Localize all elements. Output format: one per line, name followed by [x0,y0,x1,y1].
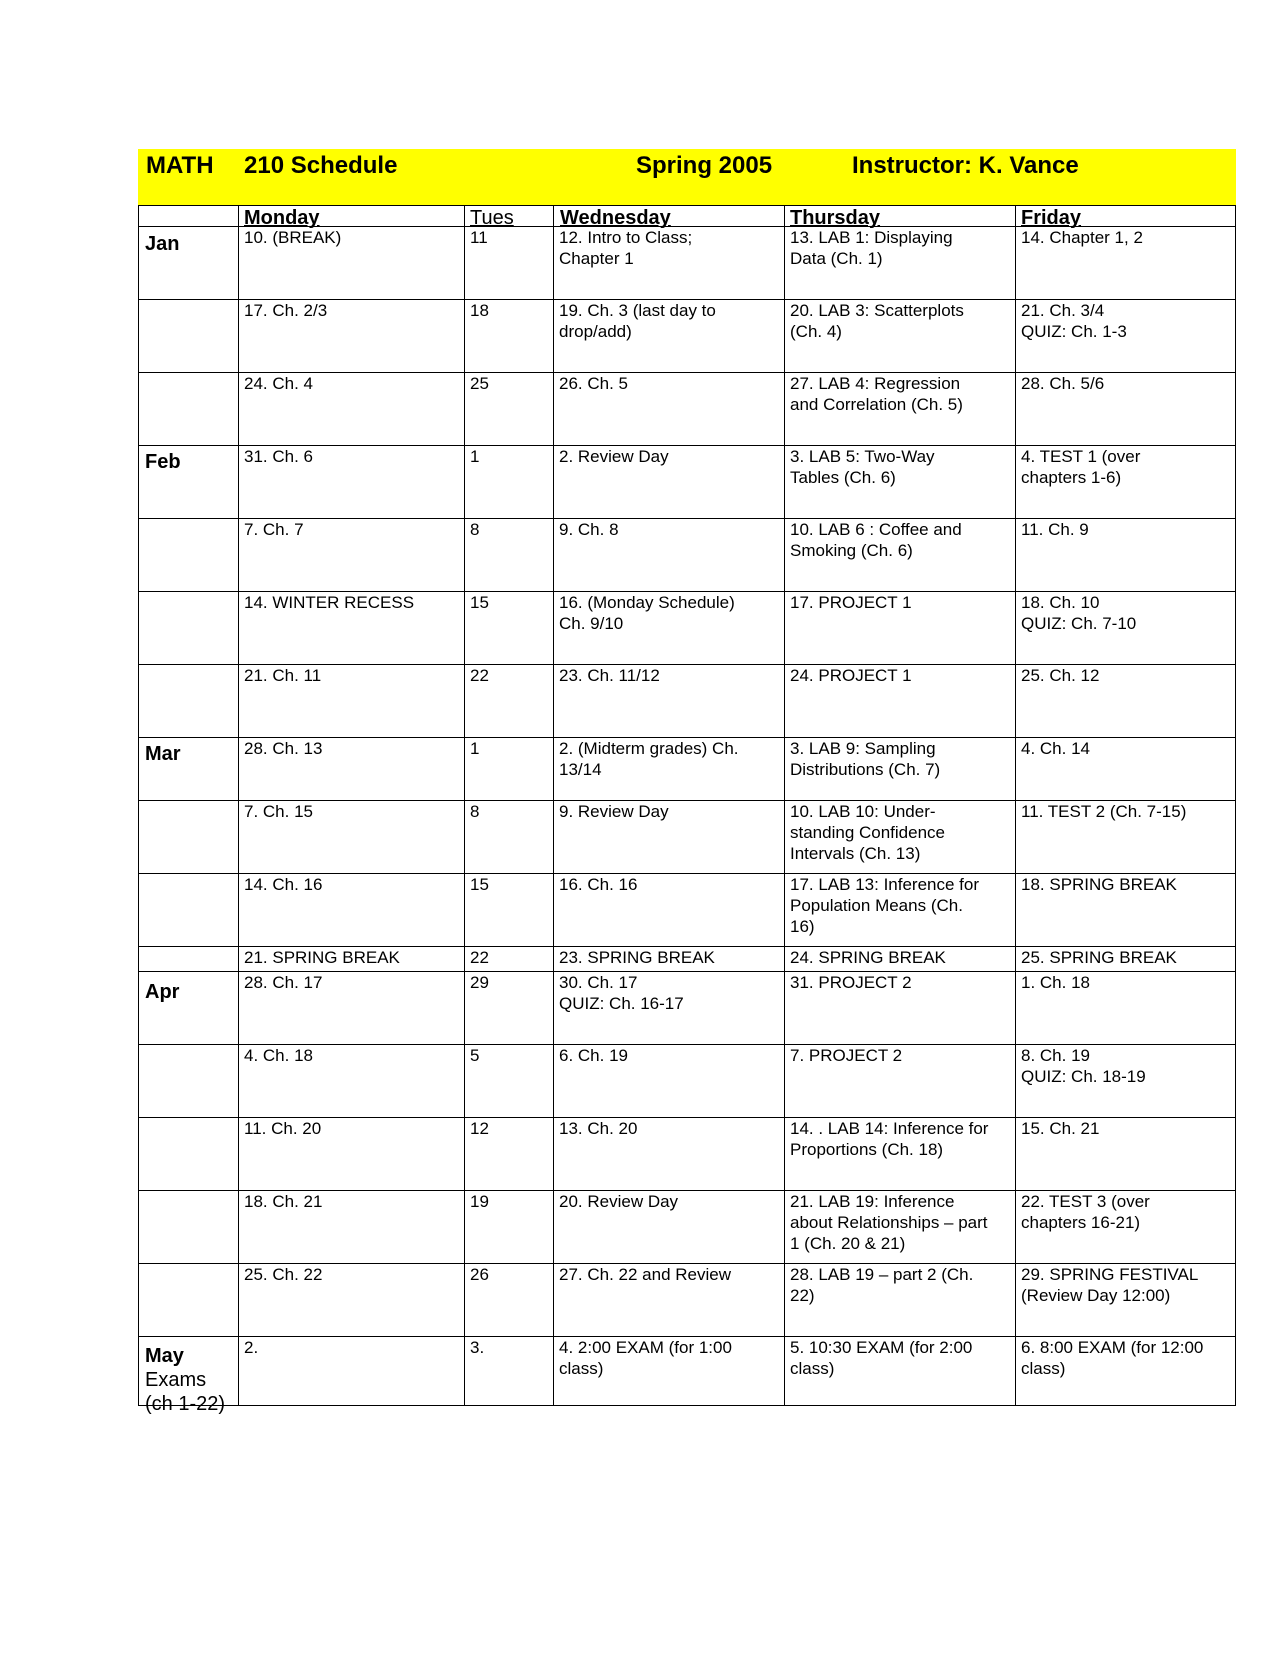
schedule-cell-mon: 17. Ch. 2/3 [244,301,328,320]
schedule-cell-tue: 8 [470,520,480,539]
schedule-cell-thu: 24. PROJECT 1 [790,666,912,685]
schedule-table [138,205,1236,1415]
schedule-cell-wed: 13. Ch. 20 [559,1119,638,1138]
column-divider [238,205,239,1405]
schedule-cell-thu: 20. LAB 3: Scatterplots (Ch. 4) [790,301,964,341]
schedule-cell-thu: 7. PROJECT 2 [790,1046,903,1065]
schedule-cell-tue: 25 [470,374,489,393]
month-may: May [145,1345,184,1367]
schedule-cell-thu: 3. LAB 9: Sampling Distributions (Ch. 7) [790,739,941,779]
schedule-cell-fri: 6. 8:00 EXAM (for 12:00 class) [1021,1338,1204,1378]
schedule-title: 210 Schedule [244,152,398,179]
schedule-cell-wed: 27. Ch. 22 and Review [559,1265,731,1284]
schedule-cell-thu: 21. LAB 19: Inference about Relationships – part 1 (Ch. 20 & 21) [790,1192,988,1253]
schedule-cell-fri: 15. Ch. 21 [1021,1119,1100,1138]
schedule-cell-fri: 14. Chapter 1, 2 [1021,228,1143,247]
schedule-cell-mon: 21. Ch. 11 [244,666,322,685]
schedule-cell-mon: 7. Ch. 7 [244,520,304,539]
schedule-cell-thu: 27. LAB 4: Regression and Correlation (Ch. 5) [790,374,963,414]
schedule-cell-fri: 4. Ch. 14 [1021,739,1090,758]
schedule-cell-mon: 25. Ch. 22 [244,1265,323,1284]
schedule-cell-wed: 16. (Monday Schedule) Ch. 9/10 [559,593,735,633]
schedule-cell-mon: 14. WINTER RECESS [244,593,415,612]
schedule-cell-fri: 28. Ch. 5/6 [1021,374,1105,393]
schedule-cell-thu: 10. LAB 6 : Coffee and Smoking (Ch. 6) [790,520,962,560]
column-divider [464,205,465,1405]
schedule-cell-tue: 19 [470,1192,489,1211]
col-header-monday: Monday [244,207,320,229]
schedule-cell-wed: 2. (Midterm grades) Ch. 13/14 [559,739,739,779]
schedule-cell-thu: 3. LAB 5: Two-Way Tables (Ch. 6) [790,447,935,487]
schedule-cell-wed: 26. Ch. 5 [559,374,628,393]
schedule-cell-wed: 20. Review Day [559,1192,679,1211]
column-divider [784,205,785,1405]
schedule-cell-wed: 30. Ch. 17 QUIZ: Ch. 16-17 [559,973,684,1013]
schedule-cell-thu: 13. LAB 1: Displaying Data (Ch. 1) [790,228,953,268]
schedule-cell-wed: 19. Ch. 3 (last day to drop/add) [559,301,716,341]
month-feb: Feb [145,451,181,473]
schedule-cell-thu: 17. LAB 13: Inference for Population Means (Ch. 16) [790,875,980,936]
schedule-cell-tue: 1 [470,447,480,466]
schedule-cell-wed: 4. 2:00 EXAM (for 1:00 class) [559,1338,732,1378]
schedule-cell-tue: 22 [470,948,489,967]
month-mar: Mar [145,743,181,765]
schedule-cell-mon: 2. [244,1338,259,1357]
col-header-thursday: Thursday [790,207,881,229]
schedule-cell-wed: 12. Intro to Class; Chapter 1 [559,228,693,268]
schedule-cell-tue: 3. [470,1338,485,1357]
schedule-cell-tue: 11 [470,228,488,247]
schedule-cell-tue: 18 [470,301,489,320]
schedule-cell-tue: 29 [470,973,489,992]
schedule-cell-tue: 15 [470,875,489,894]
schedule-cell-wed: 16. Ch. 16 [559,875,638,894]
schedule-cell-mon: 28. Ch. 13 [244,739,323,758]
schedule-cell-mon: 18. Ch. 21 [244,1192,323,1211]
month-jan: Jan [145,233,180,255]
schedule-cell-fri: 1. Ch. 18 [1021,973,1090,992]
schedule-cell-fri: 11. TEST 2 (Ch. 7-15) [1021,802,1187,821]
schedule-cell-fri: 11. Ch. 9 [1021,520,1089,539]
course-code: MATH [146,152,214,179]
schedule-cell-fri: 22. TEST 3 (over chapters 16-21) [1021,1192,1150,1232]
schedule-cell-mon: 31. Ch. 6 [244,447,313,466]
schedule-cell-mon: 7. Ch. 15 [244,802,313,821]
schedule-cell-tue: 8 [470,802,480,821]
schedule-cell-thu: 24. SPRING BREAK [790,948,946,967]
month-apr: Apr [145,981,180,1003]
schedule-cell-wed: 2. Review Day [559,447,669,466]
schedule-cell-thu: 31. PROJECT 2 [790,973,912,992]
schedule-cell-fri: 18. SPRING BREAK [1021,875,1177,894]
schedule-cell-thu: 28. LAB 19 – part 2 (Ch. 22) [790,1265,974,1305]
row-divider [139,205,1235,206]
schedule-cell-wed: 9. Review Day [559,802,669,821]
schedule-cell-tue: 5 [470,1046,480,1065]
instructor-label: Instructor: K. Vance [852,152,1079,179]
schedule-cell-wed: 23. Ch. 11/12 [559,666,660,685]
schedule-cell-mon: 24. Ch. 4 [244,374,313,393]
schedule-cell-fri: 25. SPRING BREAK [1021,948,1177,967]
schedule-cell-mon: 10. (BREAK) [244,228,342,247]
column-divider [553,205,554,1405]
schedule-cell-fri: 21. Ch. 3/4 QUIZ: Ch. 1-3 [1021,301,1127,341]
schedule-cell-thu: 14. . LAB 14: Inference for Proportions (Ch. 18) [790,1119,989,1159]
schedule-cell-fri: 25. Ch. 12 [1021,666,1100,685]
schedule-cell-thu: 5. 10:30 EXAM (for 2:00 class) [790,1338,973,1378]
term-label: Spring 2005 [636,152,773,179]
schedule-cell-tue: 26 [470,1265,489,1284]
schedule-cell-fri: 29. SPRING FESTIVAL (Review Day 12:00) [1021,1265,1199,1305]
schedule-cell-fri: 8. Ch. 19 QUIZ: Ch. 18-19 [1021,1046,1146,1086]
schedule-cell-fri: 18. Ch. 10 QUIZ: Ch. 7-10 [1021,593,1137,633]
column-divider [1015,205,1016,1405]
schedule-cell-tue: 12 [470,1119,489,1138]
schedule-cell-mon: 14. Ch. 16 [244,875,323,894]
schedule-cell-wed: 6. Ch. 19 [559,1046,628,1065]
schedule-cell-thu: 17. PROJECT 1 [790,593,912,612]
schedule-header-band [138,149,1236,205]
schedule-cell-fri: 4. TEST 1 (over chapters 1-6) [1021,447,1141,487]
col-header-tues: Tues [470,207,514,229]
col-header-friday: Friday [1021,207,1082,229]
may-exams-note: Exams (ch 1-22) [145,1369,226,1415]
schedule-cell-thu: 10. LAB 10: Under- standing Confidence Intervals (Ch. 13) [790,802,946,863]
schedule-cell-tue: 1 [470,739,480,758]
col-header-wednesday: Wednesday [560,207,671,229]
schedule-cell-wed: 23. SPRING BREAK [559,948,715,967]
schedule-cell-mon: 4. Ch. 18 [244,1046,313,1065]
schedule-cell-mon: 28. Ch. 17 [244,973,323,992]
schedule-cell-tue: 15 [470,593,489,612]
schedule-cell-wed: 9. Ch. 8 [559,520,619,539]
schedule-cell-mon: 11. Ch. 20 [244,1119,322,1138]
schedule-cell-tue: 22 [470,666,489,685]
schedule-cell-mon: 21. SPRING BREAK [244,948,400,967]
